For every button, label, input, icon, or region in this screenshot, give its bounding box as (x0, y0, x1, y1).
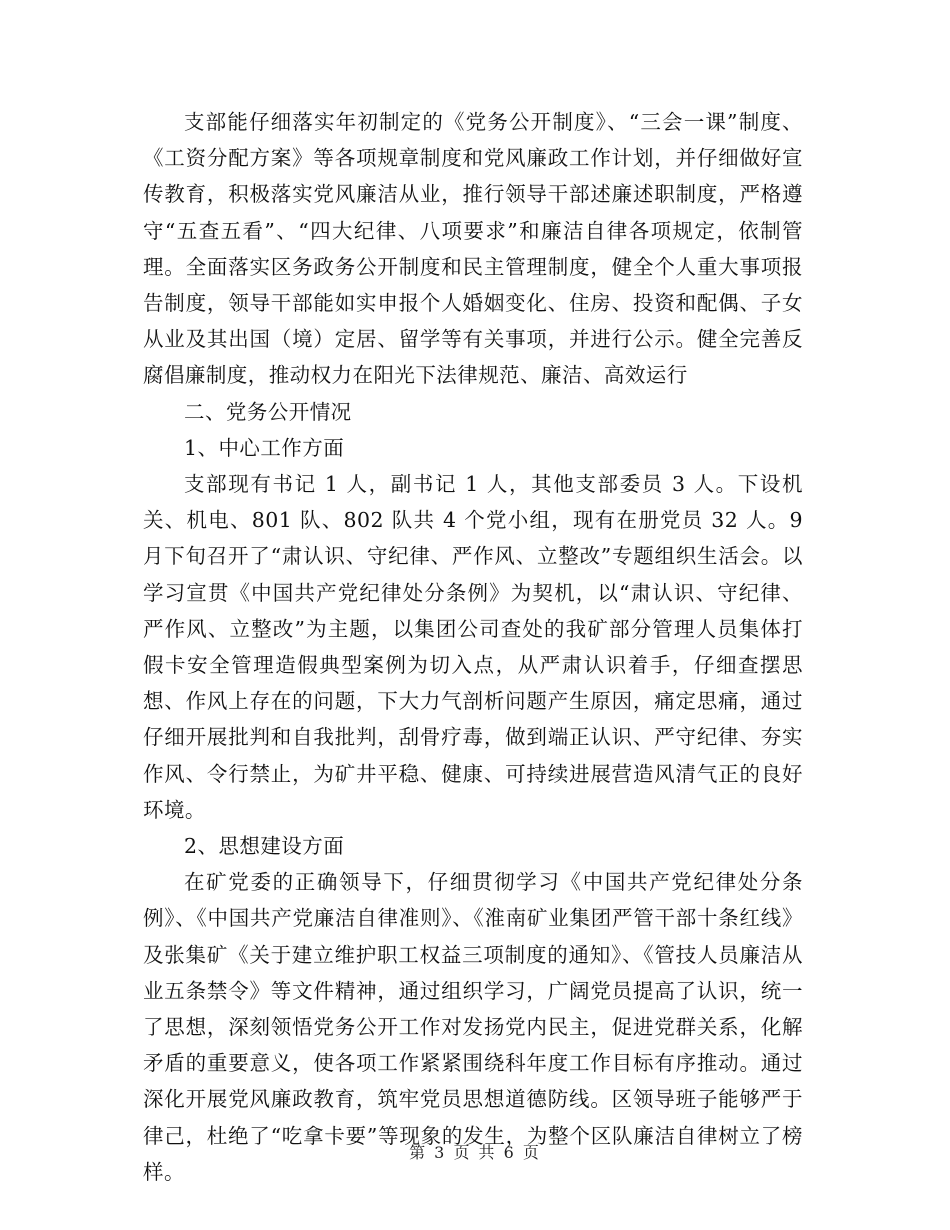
paragraph-ideology: 在矿党委的正确领导下，仔细贯彻学习《中国共产党纪律处分条例》、《中国共产党廉洁自律准则》、《淮南矿业集团严管干部十条红线》及张集矿《关于建立维护职工权益三项制度的通知》、《管技人员廉洁从业五条禁令》等文件精神，通过组织学习，广阔党员提高了认识，统一了思想，深刻领悟党务公开工作对发扬党内民主，促进党群关系，化解矛盾的重要意义，使各项工作紧紧围绕科年度工作目标有序推动。通过深化开展党风廉政教育，筑牢党员思想道德防线。区领导班子能够严于律己，杜绝了“吃拿卡要”等现象的发生，为整个区队廉洁自律树立了榜样。 (143, 870, 803, 1184)
document-body (143, 104, 803, 1190)
section-heading-party-affairs: 二、党务公开情况 (184, 399, 352, 424)
paragraph-central-work: 支部现有书记 1 人，副书记 1 人，其他支部委员 3 人。下设机关、机电、801 队、802 队共 4 个党小组，现有在册党员 32 人。9 月下旬召开了“肃认识、守纪律、严作风、立整改”专题组织生活会。以学习宣贯《中国共产党纪律处分条例》为契机，以“肃认识、守纪律、严作风、立整改”为主题，以集团公司查处的我矿部分管理人员集体打假卡安全管理造假典型案例为切入点，从严肃认识着手，仔细查摆思想、作风上存在的问题，下大力气剖析问题产生原因，痛定思痛，通过仔细开展批判和自我批判，刮骨疗毒，做到端正认识、严守纪律、夯实作风、令行禁止，为矿井平稳、健康、可持续进展营造风清气正的良好环境。 (143, 472, 803, 822)
paragraph-regulations: 支部能仔细落实年初制定的《党务公开制度》、“三会一课”制度、《工资分配方案》等各项规章制度和党风廉政工作计划，并仔细做好宣传教育，积极落实党风廉洁从业，推行领导干部述廉述职制度，严格遵守“五查五看”、“四大纪律、八项要求”和廉洁自律各项规定，依制管理。全面落实区务政务公开制度和民主管理制度，健全个人重大事项报告制度，领导干部能如实申报个人婚姻变化、住房、投资和配偶、子女从业及其出国（境）定居、留学等有关事项，并进行公示。健全完善反腐倡廉制度，推动权力在阳光下法律规范、廉洁、高效运行 (143, 110, 803, 388)
subheading-central-work: 1、中心工作方面 (184, 435, 345, 460)
page-number-footer: 第 3 页 共 6 页 (409, 1143, 541, 1162)
subheading-ideology: 2、思想建设方面 (184, 834, 345, 859)
